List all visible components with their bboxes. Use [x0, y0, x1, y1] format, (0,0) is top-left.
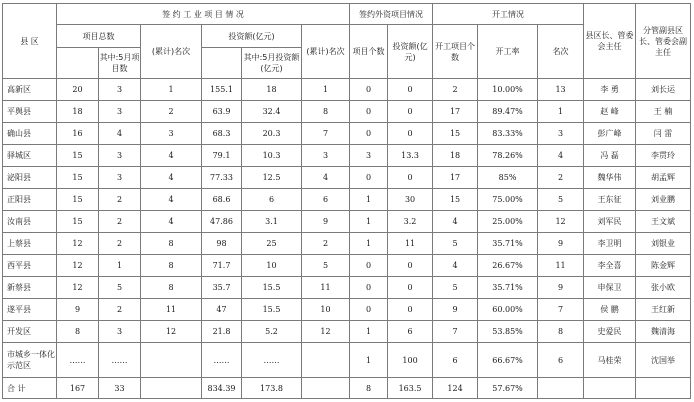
- start-rate-cell: 60.00%: [478, 299, 538, 321]
- cum-rank-2-cell: [302, 343, 350, 378]
- rank-cell: 9: [538, 233, 584, 255]
- start-rate-cell: 75.00%: [478, 189, 538, 211]
- cum-rank-1-cell: 8: [141, 233, 202, 255]
- start-rate-cell: 35.71%: [478, 233, 538, 255]
- cum-rank-1-cell: 8: [141, 277, 202, 299]
- total-projects-cell: 12: [57, 233, 99, 255]
- started-projects-cell: 4: [433, 211, 478, 233]
- start-rate-cell: 10.00%: [478, 79, 538, 101]
- header-group-industry: 签 约 工 业 项 目 情 况: [57, 4, 350, 25]
- rank-cell: 9: [538, 277, 584, 299]
- county-cell: 确山县: [3, 123, 57, 145]
- rank-cell: 2: [538, 167, 584, 189]
- total-head: [584, 378, 636, 399]
- foreign-investment-cell: 0: [388, 101, 433, 123]
- may-investment-cell: 10.3: [242, 145, 302, 167]
- county-head-cell: 赵 峰: [584, 101, 636, 123]
- header-project-count: 项目个数: [350, 25, 388, 79]
- started-projects-cell: 2: [433, 79, 478, 101]
- total-projects-cell: 20: [57, 79, 99, 101]
- total-start-rate: 57.67%: [478, 378, 538, 399]
- total-rank2: [302, 378, 350, 399]
- may-projects-cell: 4: [99, 123, 141, 145]
- county-cell: 泌阳县: [3, 167, 57, 189]
- foreign-investment-cell: 0: [388, 79, 433, 101]
- header-investment: 投资额(亿元): [202, 25, 302, 48]
- header-deputy-head: 分管副县区长、管委会副主任: [636, 4, 691, 79]
- county-head-cell: 冯 磊: [584, 145, 636, 167]
- total-may-projects: 33: [99, 378, 141, 399]
- deputy-head-cell: 陈金辉: [636, 255, 691, 277]
- project-statistics-table: [2, 3, 691, 399]
- cum-rank-2-cell: 10: [302, 299, 350, 321]
- may-projects-cell: 3: [99, 145, 141, 167]
- cum-rank-1-cell: 11: [141, 299, 202, 321]
- may-projects-cell: 3: [99, 321, 141, 343]
- started-projects-cell: 17: [433, 167, 478, 189]
- rank-cell: 13: [538, 79, 584, 101]
- cum-rank-2-cell: 6: [302, 189, 350, 211]
- total-foreign-count: 8: [350, 378, 388, 399]
- start-rate-cell: 89.47%: [478, 101, 538, 123]
- rank-cell: 12: [538, 211, 584, 233]
- may-projects-cell: 3: [99, 167, 141, 189]
- started-projects-cell: 5: [433, 277, 478, 299]
- investment-cell: 71.7: [202, 255, 242, 277]
- cum-rank-2-cell: 9: [302, 211, 350, 233]
- table-row: [3, 277, 691, 299]
- cum-rank-1-cell: 4: [141, 145, 202, 167]
- county-cell: 开发区: [3, 321, 57, 343]
- may-investment-cell: 20.3: [242, 123, 302, 145]
- total-deputy: [636, 378, 691, 399]
- may-investment-cell: 15.5: [242, 277, 302, 299]
- may-investment-cell: 15.5: [242, 299, 302, 321]
- total-foreign-investment: 163.5: [388, 378, 433, 399]
- cum-rank-2-cell: 3: [302, 145, 350, 167]
- cum-rank-2-cell: 5: [302, 255, 350, 277]
- county-cell: 遂平县: [3, 299, 57, 321]
- total-rank3: [538, 378, 584, 399]
- county-cell: 平舆县: [3, 101, 57, 123]
- rank-cell: 11: [538, 255, 584, 277]
- investment-cell: 63.9: [202, 101, 242, 123]
- foreign-investment-cell: 0: [388, 277, 433, 299]
- table-row: [3, 189, 691, 211]
- county-head-cell: 李卫明: [584, 233, 636, 255]
- started-projects-cell: 6: [433, 343, 478, 378]
- county-head-cell: 史爱民: [584, 321, 636, 343]
- may-projects-cell: 2: [99, 299, 141, 321]
- table-row: [3, 299, 691, 321]
- cum-rank-1-cell: [141, 343, 202, 378]
- rank-cell: 3: [538, 123, 584, 145]
- total-projects-cell: 12: [57, 277, 99, 299]
- total-projects-cell: 16: [57, 123, 99, 145]
- foreign-investment-cell: 6: [388, 321, 433, 343]
- started-projects-cell: 7: [433, 321, 478, 343]
- foreign-investment-cell: 11: [388, 233, 433, 255]
- cum-rank-2-cell: 8: [302, 101, 350, 123]
- table-row: [3, 255, 691, 277]
- header-start-rate: 开工率: [478, 25, 538, 79]
- cum-rank-2-cell: 4: [302, 167, 350, 189]
- may-projects-cell: 2: [99, 189, 141, 211]
- started-projects-cell: 9: [433, 299, 478, 321]
- total-projects-cell: ……: [57, 343, 99, 378]
- may-projects-cell: 2: [99, 233, 141, 255]
- cum-rank-1-cell: 12: [141, 321, 202, 343]
- foreign-count-cell: 1: [350, 321, 388, 343]
- started-projects-cell: 15: [433, 123, 478, 145]
- deputy-head-cell: 刘银业: [636, 233, 691, 255]
- total-may-investment: 173.8: [242, 378, 302, 399]
- deputy-head-cell: 魏清海: [636, 321, 691, 343]
- header-group-foreign: 签约外资项目情况: [350, 4, 433, 25]
- total-projects-cell: 18: [57, 101, 99, 123]
- foreign-investment-cell: 3.2: [388, 211, 433, 233]
- started-projects-cell: 17: [433, 101, 478, 123]
- start-rate-cell: 35.71%: [478, 277, 538, 299]
- foreign-investment-cell: 100: [388, 343, 433, 378]
- foreign-count-cell: 1: [350, 189, 388, 211]
- header-row-1: [3, 4, 691, 25]
- deputy-head-cell: 闫 雷: [636, 123, 691, 145]
- rank-cell: 4: [538, 145, 584, 167]
- cum-rank-2-cell: 2: [302, 233, 350, 255]
- investment-cell: 47.86: [202, 211, 242, 233]
- foreign-count-cell: 0: [350, 101, 388, 123]
- county-cell: 上蔡县: [3, 233, 57, 255]
- table-row: [3, 343, 691, 378]
- investment-cell: 47: [202, 299, 242, 321]
- deputy-head-cell: 李贯玲: [636, 145, 691, 167]
- deputy-head-cell: 刘业鹏: [636, 189, 691, 211]
- may-investment-cell: ……: [242, 343, 302, 378]
- may-projects-cell: 3: [99, 79, 141, 101]
- started-projects-cell: 18: [433, 145, 478, 167]
- may-investment-cell: 3.1: [242, 211, 302, 233]
- may-projects-cell: 5: [99, 277, 141, 299]
- total-projects-cell: 9: [57, 299, 99, 321]
- cum-rank-1-cell: 4: [141, 189, 202, 211]
- table-body: [3, 79, 691, 378]
- rank-cell: 1: [538, 101, 584, 123]
- deputy-head-cell: 沈国举: [636, 343, 691, 378]
- table-row: [3, 101, 691, 123]
- may-investment-cell: 10: [242, 255, 302, 277]
- deputy-head-cell: 刘长运: [636, 79, 691, 101]
- investment-cell: ……: [202, 343, 242, 378]
- foreign-count-cell: 0: [350, 277, 388, 299]
- total-projects-cell: 15: [57, 189, 99, 211]
- investment-cell: 79.1: [202, 145, 242, 167]
- table-row: [3, 233, 691, 255]
- total-row: [3, 378, 691, 399]
- county-head-cell: 魏华伟: [584, 167, 636, 189]
- foreign-investment-cell: 30: [388, 189, 433, 211]
- investment-cell: 21.8: [202, 321, 242, 343]
- header-blank-2: [202, 48, 242, 79]
- may-projects-cell: 2: [99, 211, 141, 233]
- total-label: 合 计: [3, 378, 57, 399]
- cum-rank-1-cell: 4: [141, 167, 202, 189]
- cum-rank-1-cell: 8: [141, 255, 202, 277]
- foreign-count-cell: 0: [350, 299, 388, 321]
- total-projects: 167: [57, 378, 99, 399]
- may-investment-cell: 5.2: [242, 321, 302, 343]
- may-investment-cell: 12.5: [242, 167, 302, 189]
- report-table-container: [2, 3, 691, 399]
- rank-cell: 7: [538, 299, 584, 321]
- header-cum-rank-1: (累计)名次: [141, 25, 202, 79]
- cum-rank-1-cell: 2: [141, 101, 202, 123]
- county-cell: 正阳县: [3, 189, 57, 211]
- investment-cell: 155.1: [202, 79, 242, 101]
- county-cell: 高新区: [3, 79, 57, 101]
- header-rank: 名次: [538, 25, 584, 79]
- cum-rank-2-cell: 7: [302, 123, 350, 145]
- foreign-investment-cell: 0: [388, 123, 433, 145]
- county-head-cell: 马桂荣: [584, 343, 636, 378]
- investment-cell: 68.6: [202, 189, 242, 211]
- may-projects-cell: 1: [99, 255, 141, 277]
- header-of-which-may-projects: 其中:5月项目数: [99, 48, 141, 79]
- header-of-which-may-investment: 其中:5月投资额(亿元): [242, 48, 302, 79]
- deputy-head-cell: 王 楠: [636, 101, 691, 123]
- cum-rank-2-cell: 12: [302, 321, 350, 343]
- foreign-count-cell: 3: [350, 145, 388, 167]
- investment-cell: 35.7: [202, 277, 242, 299]
- start-rate-cell: 53.85%: [478, 321, 538, 343]
- header-cum-rank-2: (累计)名次: [302, 25, 350, 79]
- rank-cell: 8: [538, 321, 584, 343]
- foreign-count-cell: 0: [350, 255, 388, 277]
- foreign-count-cell: 1: [350, 233, 388, 255]
- foreign-count-cell: 1: [350, 343, 388, 378]
- deputy-head-cell: 王文斌: [636, 211, 691, 233]
- cum-rank-1-cell: 1: [141, 79, 202, 101]
- cum-rank-2-cell: 11: [302, 277, 350, 299]
- start-rate-cell: 83.33%: [478, 123, 538, 145]
- county-head-cell: 李 勇: [584, 79, 636, 101]
- started-projects-cell: 5: [433, 233, 478, 255]
- may-projects-cell: ……: [99, 343, 141, 378]
- table-row: [3, 211, 691, 233]
- total-projects-cell: 15: [57, 167, 99, 189]
- header-group-start: 开工情况: [433, 4, 584, 25]
- rank-cell: 6: [538, 343, 584, 378]
- foreign-investment-cell: 0: [388, 255, 433, 277]
- county-head-cell: 王东征: [584, 189, 636, 211]
- table-row: [3, 167, 691, 189]
- foreign-count-cell: 0: [350, 167, 388, 189]
- county-head-cell: 侯 鹏: [584, 299, 636, 321]
- table-row: [3, 123, 691, 145]
- investment-cell: 77.33: [202, 167, 242, 189]
- county-head-cell: 申保卫: [584, 277, 636, 299]
- total-projects-cell: 12: [57, 255, 99, 277]
- county-cell: 市城乡一体化示范区: [3, 343, 57, 378]
- county-cell: 西平县: [3, 255, 57, 277]
- total-projects-cell: 15: [57, 211, 99, 233]
- investment-cell: 98: [202, 233, 242, 255]
- foreign-count-cell: 1: [350, 211, 388, 233]
- table-row: [3, 321, 691, 343]
- foreign-count-cell: 0: [350, 79, 388, 101]
- may-investment-cell: 25: [242, 233, 302, 255]
- deputy-head-cell: 胡孟辉: [636, 167, 691, 189]
- total-rank1: [141, 378, 202, 399]
- cum-rank-1-cell: 3: [141, 123, 202, 145]
- may-investment-cell: 6: [242, 189, 302, 211]
- foreign-count-cell: 0: [350, 123, 388, 145]
- start-rate-cell: 78.26%: [478, 145, 538, 167]
- table-row: [3, 145, 691, 167]
- foreign-investment-cell: 0: [388, 167, 433, 189]
- rank-cell: 5: [538, 189, 584, 211]
- total-investment: 834.39: [202, 378, 242, 399]
- total-started: 124: [433, 378, 478, 399]
- foreign-investment-cell: 0: [388, 299, 433, 321]
- county-head-cell: 李全喜: [584, 255, 636, 277]
- header-total-projects: 项目总数: [57, 25, 141, 48]
- may-investment-cell: 18: [242, 79, 302, 101]
- county-cell: 新蔡县: [3, 277, 57, 299]
- header-blank: [57, 48, 99, 79]
- cum-rank-1-cell: 4: [141, 211, 202, 233]
- header-started-projects: 开工项目个数: [433, 25, 478, 79]
- started-projects-cell: 4: [433, 255, 478, 277]
- cum-rank-2-cell: 1: [302, 79, 350, 101]
- deputy-head-cell: 张小欧: [636, 277, 691, 299]
- county-cell: 驿城区: [3, 145, 57, 167]
- total-projects-cell: 8: [57, 321, 99, 343]
- county-head-cell: 刘军民: [584, 211, 636, 233]
- total-projects-cell: 15: [57, 145, 99, 167]
- investment-cell: 68.3: [202, 123, 242, 145]
- start-rate-cell: 66.67%: [478, 343, 538, 378]
- deputy-head-cell: 王红新: [636, 299, 691, 321]
- start-rate-cell: 26.67%: [478, 255, 538, 277]
- may-investment-cell: 32.4: [242, 101, 302, 123]
- header-county-head: 县区长、管委会主任: [584, 4, 636, 79]
- header-county: 县 区: [3, 4, 57, 79]
- may-projects-cell: 3: [99, 101, 141, 123]
- county-cell: 汝南县: [3, 211, 57, 233]
- start-rate-cell: 25.00%: [478, 211, 538, 233]
- header-investment-foreign: 投资额(亿元): [388, 25, 433, 79]
- foreign-investment-cell: 13.3: [388, 145, 433, 167]
- started-projects-cell: 15: [433, 189, 478, 211]
- table-row: [3, 79, 691, 101]
- county-head-cell: 彭广峰: [584, 123, 636, 145]
- start-rate-cell: 85%: [478, 167, 538, 189]
